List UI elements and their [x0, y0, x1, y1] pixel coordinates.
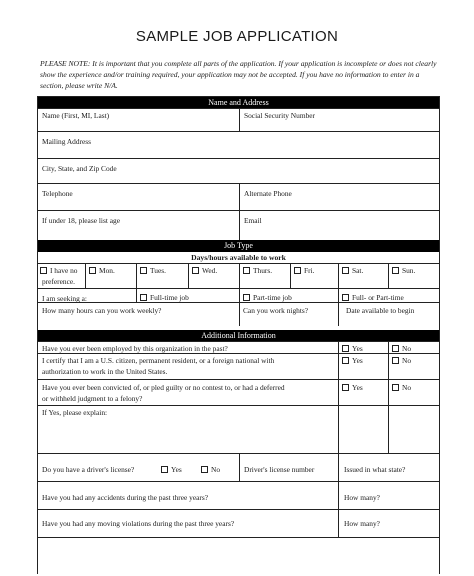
under-18-age-label: If under 18, please list age	[42, 216, 120, 225]
days-hours-header: Days/hours available to work	[191, 253, 286, 262]
checkbox-full-time[interactable]	[140, 294, 147, 301]
day-option-fri[interactable]: Fri.	[294, 266, 314, 275]
checkbox-full-or-part[interactable]	[342, 294, 349, 301]
license-yes-option[interactable]: Yes	[161, 465, 182, 474]
day-option-tue[interactable]: Tues.	[140, 266, 166, 275]
name-field-label: Name (First, MI, Last)	[42, 111, 110, 120]
city-state-zip-label: City, State, and Zip Code	[42, 164, 117, 173]
day-option-no-preference[interactable]: I have no	[40, 266, 78, 275]
mailing-address-label: Mailing Address	[42, 137, 92, 146]
section-header-additional-info: Additional Information	[38, 330, 439, 341]
citizenship-yes-option[interactable]: Yes	[342, 356, 363, 365]
checkbox-license-no[interactable]	[201, 466, 208, 473]
license-no-option[interactable]: No	[201, 465, 220, 474]
section-header-job-type: Job Type	[38, 240, 439, 252]
day-option-sun[interactable]: Sun.	[392, 266, 415, 275]
checkbox-no-preference[interactable]	[40, 267, 47, 274]
option-full-time[interactable]: Full-time job	[140, 293, 189, 302]
felony-question-line2: or withheld judgment to a felony?	[42, 394, 143, 403]
checkbox-license-yes[interactable]	[161, 466, 168, 473]
drivers-license-question: Do you have a driver's license?	[42, 465, 135, 474]
checkbox-sun[interactable]	[392, 267, 399, 274]
option-full-or-part[interactable]: Full- or Part-time	[342, 293, 404, 302]
felony-no-option[interactable]: No	[392, 383, 411, 392]
felony-question-line1: Have you ever been convicted of, or pled guilty or no contest to, or had a deferred	[42, 383, 285, 392]
violations-question: Have you had any moving violations during the past three years?	[42, 519, 235, 528]
section-header-name-address: Name and Address	[38, 97, 439, 108]
citizenship-no-option[interactable]: No	[392, 356, 411, 365]
day-option-sat[interactable]: Sat.	[342, 266, 363, 275]
checkbox-wed[interactable]	[192, 267, 199, 274]
checkbox-felony-no[interactable]	[392, 384, 399, 391]
weekly-hours-label: How many hours can you work weekly?	[42, 306, 162, 315]
violations-how-many-label: How many?	[344, 519, 380, 528]
accidents-how-many-label: How many?	[344, 493, 380, 502]
option-part-time[interactable]: Part-time job	[243, 293, 292, 302]
work-nights-label: Can you work nights?	[243, 306, 309, 315]
employed-before-question: Have you ever been employed by this organization in the past?	[42, 344, 228, 353]
citizenship-question-line1: I certify that I am a U.S. citizen, permanent resident, or a foreign national with	[42, 356, 275, 365]
checkbox-citizenship-yes[interactable]	[342, 357, 349, 364]
start-date-label: Date available to begin	[346, 306, 415, 315]
accidents-question: Have you had any accidents during the past three years?	[42, 493, 209, 502]
ssn-field-label: Social Security Number	[244, 111, 316, 120]
explain-label: If Yes, please explain:	[42, 408, 108, 417]
employed-yes-option[interactable]: Yes	[342, 344, 363, 353]
day-option-thu[interactable]: Thurs.	[243, 266, 272, 275]
license-number-label: Driver's license number	[244, 465, 315, 474]
checkbox-felony-yes[interactable]	[342, 384, 349, 391]
checkbox-mon[interactable]	[89, 267, 96, 274]
telephone-label: Telephone	[42, 189, 73, 198]
checkbox-sat[interactable]	[342, 267, 349, 274]
issued-state-label: Issued in what state?	[344, 465, 406, 474]
explain-textarea[interactable]	[38, 418, 338, 452]
checkbox-thu[interactable]	[243, 267, 250, 274]
checkbox-part-time[interactable]	[243, 294, 250, 301]
employed-no-option[interactable]: No	[392, 344, 411, 353]
email-label: Email	[244, 216, 262, 225]
felony-yes-option[interactable]: Yes	[342, 383, 363, 392]
checkbox-employed-yes[interactable]	[342, 345, 349, 352]
day-option-mon[interactable]: Mon.	[89, 266, 115, 275]
seeking-label: I am seeking a:	[42, 294, 87, 303]
no-preference-line2: preference.	[42, 277, 76, 286]
citizenship-question-line2: authorization to work in the United States.	[42, 367, 168, 376]
application-form	[37, 96, 440, 574]
checkbox-employed-no[interactable]	[392, 345, 399, 352]
instructions-note: PLEASE NOTE: It is important that you complete all parts of the application. If your application is incomplete or does not clearly show the experience and/or training required, your application may not be accepted. If you have no information to enter in a section, please write N/A.	[40, 59, 437, 90]
day-option-wed[interactable]: Wed.	[192, 266, 217, 275]
checkbox-fri[interactable]	[294, 267, 301, 274]
page-title: SAMPLE JOB APPLICATION	[135, 28, 339, 45]
checkbox-tue[interactable]	[140, 267, 147, 274]
checkbox-citizenship-no[interactable]	[392, 357, 399, 364]
alternate-phone-label: Alternate Phone	[244, 189, 292, 198]
